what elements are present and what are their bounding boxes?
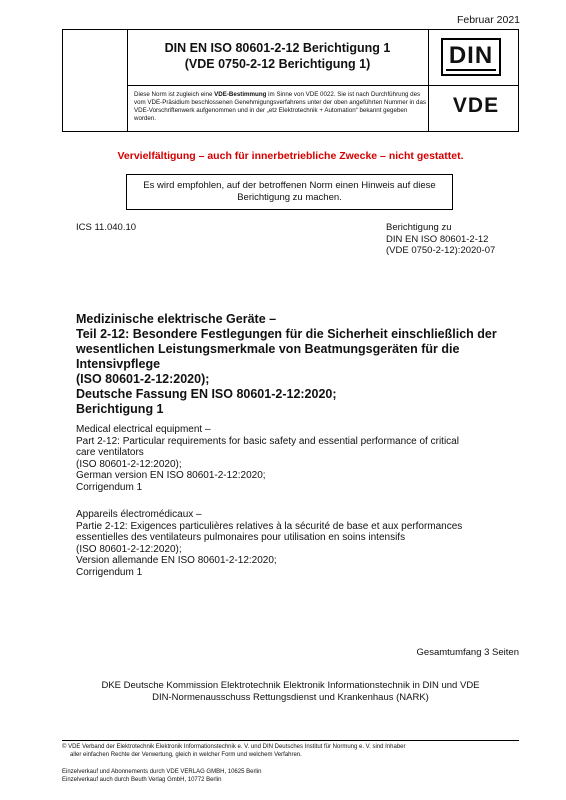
german-title-line: Teil 2-12: Besondere Festlegungen für die Sicherheit einschließlich der — [76, 327, 497, 341]
vde-note-pre: Diese Norm ist zugleich eine — [134, 91, 215, 98]
german-title — [76, 312, 516, 417]
french-title-line: Corrigendum 1 — [76, 566, 143, 578]
correction-line: Berichtigung zu — [386, 222, 452, 233]
committee-line: DKE Deutsche Kommission Elektrotechnik Elektronik Informationstechnik in DIN und VDE — [101, 680, 480, 691]
sales-line: Einzelverkauf und Abonnements durch VDE VERLAG GMBH, 10625 Berlin — [62, 769, 262, 775]
copyright-notice — [62, 744, 519, 759]
issue-date: Februar 2021 — [456, 14, 520, 26]
french-title-line: Partie 2-12: Exigences particulières relatives à la sécurité de base et aux performances — [76, 520, 463, 532]
french-title-line: (ISO 80601-2-12:2020); — [76, 543, 182, 555]
vde-note-post: im Sinne von VDE 0022. Sie ist nach Durchführung des vom VDE-Präsidium beschlossenen Genehmigungsverfahrens unter der oben angeführten Nummer in das VDE-Vorschriftenwerk aufgenommen und in der „etz Elektrotechnik + Automation“ bekannt gegeben worden. — [134, 91, 426, 122]
ics-code: ICS 11.040.10 — [76, 222, 137, 233]
committee-line: DIN-Normenausschuss Rettungsdienst und Krankenhaus (NARK) — [152, 692, 429, 703]
french-title-line: Appareils électromédicaux – — [76, 509, 202, 520]
sales-line: Einzelverkauf auch durch Beuth Verlag GmbH, 10772 Berlin — [62, 777, 222, 783]
german-title-line: Berichtigung 1 — [76, 402, 164, 416]
english-title-line: Medical electrical equipment – — [76, 424, 211, 435]
title-line-2: (VDE 0750-2-12 Berichtigung 1) — [184, 57, 371, 71]
german-title-line: Medizinische elektrische Geräte – — [76, 312, 277, 326]
document-title — [127, 40, 428, 72]
english-title-line: Corrigendum 1 — [76, 481, 143, 493]
committee — [62, 680, 519, 704]
german-title-line: Intensivpflege — [76, 357, 161, 371]
german-title-line: wesentlichen Leistungsmerkmale von Beatmungsgeräten für die — [76, 342, 460, 356]
correction-line: DIN EN ISO 80601-2-12 — [386, 233, 489, 245]
din-logo — [441, 38, 501, 76]
english-title — [76, 424, 516, 493]
page-count: Gesamtumfang 3 Seiten — [416, 647, 519, 658]
german-title-line: (ISO 80601-2-12:2020); — [76, 372, 210, 386]
footer-rule — [62, 740, 519, 741]
sales-info — [62, 768, 519, 784]
german-title-line: Deutsche Fassung EN ISO 80601-2-12:2020; — [76, 387, 337, 401]
english-title-line: German version EN ISO 80601-2-12:2020; — [76, 470, 266, 481]
copy-warning: Vervielfältigung – auch für innerbetriebliche Zwecke – nicht gestattet. — [117, 150, 464, 162]
copyright-line: © VDE Verband der Elektrotechnik Elektronik Informationstechnik e. V. und DIN Deutsches Institut für Normung e. V. sind Inhaber — [62, 744, 406, 750]
english-title-line: care ventilators — [76, 447, 144, 458]
french-title — [76, 509, 516, 578]
copyright-line: aller einfachen Rechte der Verwertung, gleich in welcher Form und welchem Verfahren. — [70, 751, 302, 758]
english-title-line: (ISO 80601-2-12:2020); — [76, 458, 182, 470]
header-box — [62, 29, 519, 132]
vde-note — [134, 91, 426, 123]
title-line-1: DIN EN ISO 80601-2-12 Berichtigung 1 — [164, 41, 391, 55]
english-title-line: Part 2-12: Particular requirements for basic safety and essential performance of critical — [76, 435, 459, 447]
hint-box: Es wird empfohlen, auf der betroffenen Norm einen Hinweis auf diese Berichtigung zu machen. — [126, 174, 453, 210]
correction-reference — [386, 222, 495, 257]
header-right-divider — [428, 30, 429, 131]
header-horizontal-divider — [127, 85, 518, 86]
french-title-line: essentielles des ventilateurs pulmonaires pour utilisation en soins intensifs — [76, 532, 406, 543]
vde-logo: VDE — [452, 94, 500, 117]
din-logo-bar — [446, 69, 496, 71]
correction-line: (VDE 0750-2-12):2020-07 — [386, 245, 496, 256]
din-logo-text: DIN — [448, 42, 494, 69]
vde-note-bold: VDE-Bestimmung — [214, 91, 267, 98]
french-title-line: Version allemande EN ISO 80601-2-12:2020; — [76, 555, 277, 566]
